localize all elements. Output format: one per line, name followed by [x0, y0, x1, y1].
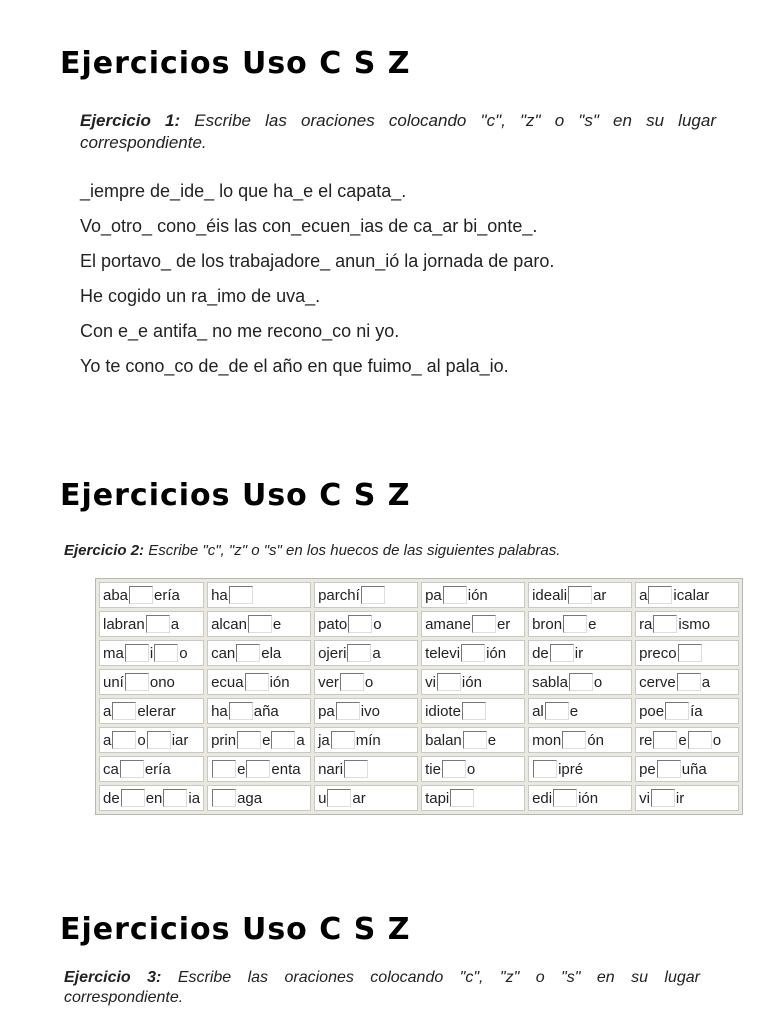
word-fragment: ión [467, 587, 488, 604]
word-fragment: u [318, 790, 327, 807]
page-title: Ejercicios Uso C S Z [60, 46, 411, 81]
word-fragment: balan [425, 732, 462, 749]
letter-blank-input[interactable] [212, 760, 236, 778]
word-cell [528, 785, 632, 811]
letter-blank-input[interactable] [112, 731, 136, 749]
word-fragment: preco [639, 645, 677, 662]
word-cell [528, 698, 632, 724]
word-fragment: mín [355, 732, 381, 749]
word-fragment: tapi [425, 790, 450, 807]
letter-blank-input[interactable] [361, 586, 385, 604]
letter-blank-input[interactable] [340, 673, 364, 691]
word-cell [528, 640, 632, 666]
word-fragment: ia [188, 790, 201, 807]
word-cell [314, 727, 418, 753]
letter-blank-input[interactable] [237, 731, 261, 749]
word-cell [314, 611, 418, 637]
word-cell [528, 611, 632, 637]
letter-blank-input[interactable] [331, 731, 355, 749]
word-fragment: o [593, 674, 603, 691]
word-fragment: ha [211, 587, 228, 604]
word-cell [528, 582, 632, 608]
word-fragment: parchí [318, 587, 360, 604]
word-cell [528, 669, 632, 695]
word-cell [635, 727, 739, 753]
letter-blank-input[interactable] [563, 615, 587, 633]
word-cell [314, 669, 418, 695]
word-fragment: mon [532, 732, 562, 749]
word-fragment: a [639, 587, 648, 604]
letter-blank-input[interactable] [461, 644, 485, 662]
word-cell [99, 727, 204, 753]
letter-blank-input[interactable] [344, 760, 368, 778]
exercise-1-sentence: Con e_e antifa_ no me recono_co ni yo. [80, 321, 400, 341]
word-fragment: i [149, 645, 154, 662]
word-table-row [99, 785, 739, 811]
word-fragment: can [211, 645, 236, 662]
word-cell [99, 785, 204, 811]
word-cell [99, 669, 204, 695]
word-cell [207, 698, 311, 724]
word-fragment: a [372, 645, 381, 662]
word-cell [207, 582, 311, 608]
exercise-1-instruction-line2: correspondiente. [80, 133, 207, 152]
word-fragment: nari [318, 761, 344, 778]
letter-blank-input[interactable] [245, 673, 269, 691]
word-cell [314, 785, 418, 811]
letter-blank-input[interactable] [568, 586, 592, 604]
word-fragment: a [296, 732, 305, 749]
word-fragment: ideali [532, 587, 568, 604]
letter-blank-input[interactable] [129, 586, 153, 604]
letter-blank-input[interactable] [462, 702, 486, 720]
word-fragment: en [145, 790, 163, 807]
letter-blank-input[interactable] [653, 615, 677, 633]
letter-blank-input[interactable] [347, 644, 371, 662]
word-fragment: tie [425, 761, 441, 778]
exercise-1-instruction-line1: Escribe las oraciones colocando "c", "z" o "s" en su lugar [194, 111, 716, 130]
word-cell [207, 669, 311, 695]
word-fragment: e [262, 732, 271, 749]
word-fragment: edi [532, 790, 553, 807]
word-cell [421, 698, 525, 724]
exercise-3-instruction-line2: correspondiente. [64, 989, 184, 1006]
word-fragment: alcan [211, 616, 247, 633]
letter-blank-input[interactable] [271, 731, 295, 749]
exercise-1-sentence: _iempre de_ide_ lo que ha_e el capata_. [80, 181, 407, 201]
letter-blank-input[interactable] [657, 760, 681, 778]
word-fragment: a [701, 674, 711, 691]
letter-blank-input[interactable] [562, 731, 586, 749]
letter-blank-input[interactable] [121, 789, 145, 807]
word-fragment: ismo [678, 616, 711, 633]
letter-blank-input[interactable] [348, 615, 372, 633]
word-cell [635, 698, 739, 724]
word-fragment: al [532, 703, 544, 720]
exercise-2-instruction [64, 542, 560, 559]
word-fragment: o [364, 674, 374, 691]
letter-blank-input[interactable] [545, 702, 569, 720]
word-fragment: ecua [211, 674, 244, 691]
word-fragment: ipré [558, 761, 584, 778]
word-fragment: o [179, 645, 188, 662]
letter-blank-input[interactable] [229, 586, 253, 604]
letter-blank-input[interactable] [648, 586, 672, 604]
word-fragment: ja [318, 732, 330, 749]
word-fragment: e [588, 616, 597, 633]
exercise-2-instruction-text: Escribe "c", "z" o "s" en los huecos de las siguientes palabras. [148, 542, 561, 559]
word-fragment: ión [578, 790, 599, 807]
word-fragment: televi [425, 645, 461, 662]
word-fragment: ión [486, 645, 507, 662]
word-fragment: aba [103, 587, 129, 604]
letter-blank-input[interactable] [463, 731, 487, 749]
word-cell [207, 640, 311, 666]
word-fragment: idiote [425, 703, 461, 720]
letter-blank-input[interactable] [450, 789, 474, 807]
letter-blank-input[interactable] [472, 615, 496, 633]
word-fragment: ojeri [318, 645, 347, 662]
exercise-1-sentence: He cogido un ra_imo de uva_. [80, 286, 321, 306]
word-fragment: ono [149, 674, 175, 691]
letter-blank-input[interactable] [163, 789, 187, 807]
word-fragment: ela [261, 645, 282, 662]
letter-blank-input[interactable] [120, 760, 144, 778]
word-fragment: ver [318, 674, 339, 691]
letter-blank-input[interactable] [442, 760, 466, 778]
exercise-2-label: Ejercicio 2: [64, 542, 145, 559]
word-cell [99, 640, 204, 666]
letter-blank-input[interactable] [146, 615, 170, 633]
letter-blank-input[interactable] [147, 731, 171, 749]
word-table-row [99, 582, 739, 608]
letter-blank-input[interactable] [212, 789, 236, 807]
word-fragment: enta [271, 761, 301, 778]
word-fragment: pa [425, 587, 442, 604]
word-cell [314, 640, 418, 666]
word-fragment: elerar [137, 703, 176, 720]
letter-blank-input[interactable] [651, 789, 675, 807]
word-cell [421, 582, 525, 608]
letter-blank-input[interactable] [248, 615, 272, 633]
word-fragment: ería [154, 587, 180, 604]
word-cell [528, 727, 632, 753]
exercise-3-label: Ejercicio 3: [64, 969, 162, 986]
word-fragment: icalar [673, 587, 710, 604]
word-fragment: vi [425, 674, 436, 691]
word-table-row [99, 640, 739, 666]
word-fragment: e [272, 616, 282, 633]
letter-blank-input[interactable] [443, 586, 467, 604]
word-fragment: ar [593, 587, 607, 604]
word-fragment: pato [318, 616, 348, 633]
letter-blank-input[interactable] [553, 789, 577, 807]
word-fragment: ha [211, 703, 228, 720]
word-fragment: ión [461, 674, 482, 691]
section-heading-3: Ejercicios Uso C S Z [60, 912, 411, 947]
word-fragment: e [487, 732, 497, 749]
word-table-row [99, 698, 739, 724]
word-cell [421, 669, 525, 695]
word-fragment: a [103, 703, 112, 720]
word-cell [421, 785, 525, 811]
word-fragment: bron [532, 616, 563, 633]
letter-blank-input[interactable] [125, 644, 149, 662]
word-fragment: cerve [639, 674, 676, 691]
letter-blank-input[interactable] [688, 731, 712, 749]
word-fragment: ón [587, 732, 604, 749]
word-cell [99, 756, 204, 782]
exercise-2-word-table [95, 578, 743, 815]
word-cell [421, 640, 525, 666]
word-fragment: a [170, 616, 180, 633]
letter-blank-input[interactable] [154, 644, 178, 662]
word-fragment: aña [253, 703, 279, 720]
letter-blank-input[interactable] [677, 673, 701, 691]
word-cell [207, 756, 311, 782]
word-cell [421, 611, 525, 637]
word-fragment: a [103, 732, 112, 749]
word-fragment: pa [318, 703, 335, 720]
word-fragment: poe [639, 703, 665, 720]
word-fragment: o [466, 761, 476, 778]
word-cell [99, 582, 204, 608]
letter-blank-input[interactable] [336, 702, 360, 720]
word-fragment: uña [681, 761, 707, 778]
word-fragment: amane [425, 616, 471, 633]
word-fragment: ir [574, 645, 584, 662]
word-cell [635, 669, 739, 695]
word-cell [314, 698, 418, 724]
word-cell [207, 727, 311, 753]
word-cell [635, 785, 739, 811]
word-fragment: ería [144, 761, 171, 778]
letter-blank-input[interactable] [236, 644, 260, 662]
word-fragment: ir [675, 790, 685, 807]
word-cell [635, 640, 739, 666]
word-cell [207, 611, 311, 637]
letter-blank-input[interactable] [125, 673, 149, 691]
word-fragment: labran [103, 616, 145, 633]
word-fragment: vi [639, 790, 650, 807]
word-fragment: uní [103, 674, 124, 691]
word-fragment: sabla [532, 674, 568, 691]
exercise-1-sentence: El portavo_ de los trabajadore_ anun_ió la jornada de paro. [80, 251, 555, 271]
word-cell [635, 582, 739, 608]
word-cell [207, 785, 311, 811]
exercise-1-instruction [80, 110, 716, 154]
word-cell [314, 756, 418, 782]
word-fragment: ma [103, 645, 124, 662]
letter-blank-input[interactable] [678, 644, 702, 662]
word-fragment: ivo [360, 703, 380, 720]
word-fragment: de [103, 790, 120, 807]
section-heading-2: Ejercicios Uso C S Z [60, 478, 411, 513]
word-fragment: ra [639, 616, 653, 633]
word-fragment: ca [103, 761, 119, 778]
word-cell [635, 756, 739, 782]
word-fragment: er [496, 616, 511, 633]
word-fragment: ar [352, 790, 366, 807]
letter-blank-input[interactable] [229, 702, 253, 720]
word-fragment: o [712, 732, 722, 749]
exercise-3-instruction-line1: Escribe las oraciones colocando "c", "z" o "s" en su lugar [177, 969, 700, 986]
letter-blank-input[interactable] [246, 760, 270, 778]
word-fragment: ión [269, 674, 290, 691]
word-table-row [99, 611, 739, 637]
word-fragment: ía [690, 703, 703, 720]
letter-blank-input[interactable] [550, 644, 574, 662]
exercise-1-sentence: Yo te cono_co de_de el año en que fuimo_ al pala_io. [80, 356, 509, 376]
exercise-1-sentence-list [80, 178, 554, 388]
exercise-3-instruction [64, 968, 700, 1008]
word-fragment: prin [211, 732, 237, 749]
exercise-1-sentence: Vo_otro_ cono_éis las con_ecuen_ias de ca_ar bi_onte_. [80, 216, 538, 236]
letter-blank-input[interactable] [569, 673, 593, 691]
word-fragment: re [639, 732, 653, 749]
word-fragment: iar [171, 732, 189, 749]
word-fragment: e [678, 732, 687, 749]
word-cell [421, 756, 525, 782]
word-fragment: o [373, 616, 382, 633]
letter-blank-input[interactable] [653, 731, 677, 749]
word-table-row [99, 727, 739, 753]
word-fragment: pe [639, 761, 656, 778]
letter-blank-input[interactable] [327, 789, 351, 807]
word-cell [421, 727, 525, 753]
word-fragment: de [532, 645, 549, 662]
word-cell [314, 582, 418, 608]
letter-blank-input[interactable] [112, 702, 136, 720]
word-fragment: e [569, 703, 579, 720]
letter-blank-input[interactable] [533, 760, 557, 778]
word-cell [635, 611, 739, 637]
word-fragment: o [137, 732, 146, 749]
word-cell [99, 698, 204, 724]
letter-blank-input[interactable] [437, 673, 461, 691]
word-table-row [99, 669, 739, 695]
word-cell [99, 611, 204, 637]
word-cell [528, 756, 632, 782]
word-fragment: e [237, 761, 246, 778]
exercise-1-label: Ejercicio 1: [80, 111, 181, 130]
word-table-row [99, 756, 739, 782]
letter-blank-input[interactable] [665, 702, 689, 720]
word-fragment: aga [237, 790, 263, 807]
